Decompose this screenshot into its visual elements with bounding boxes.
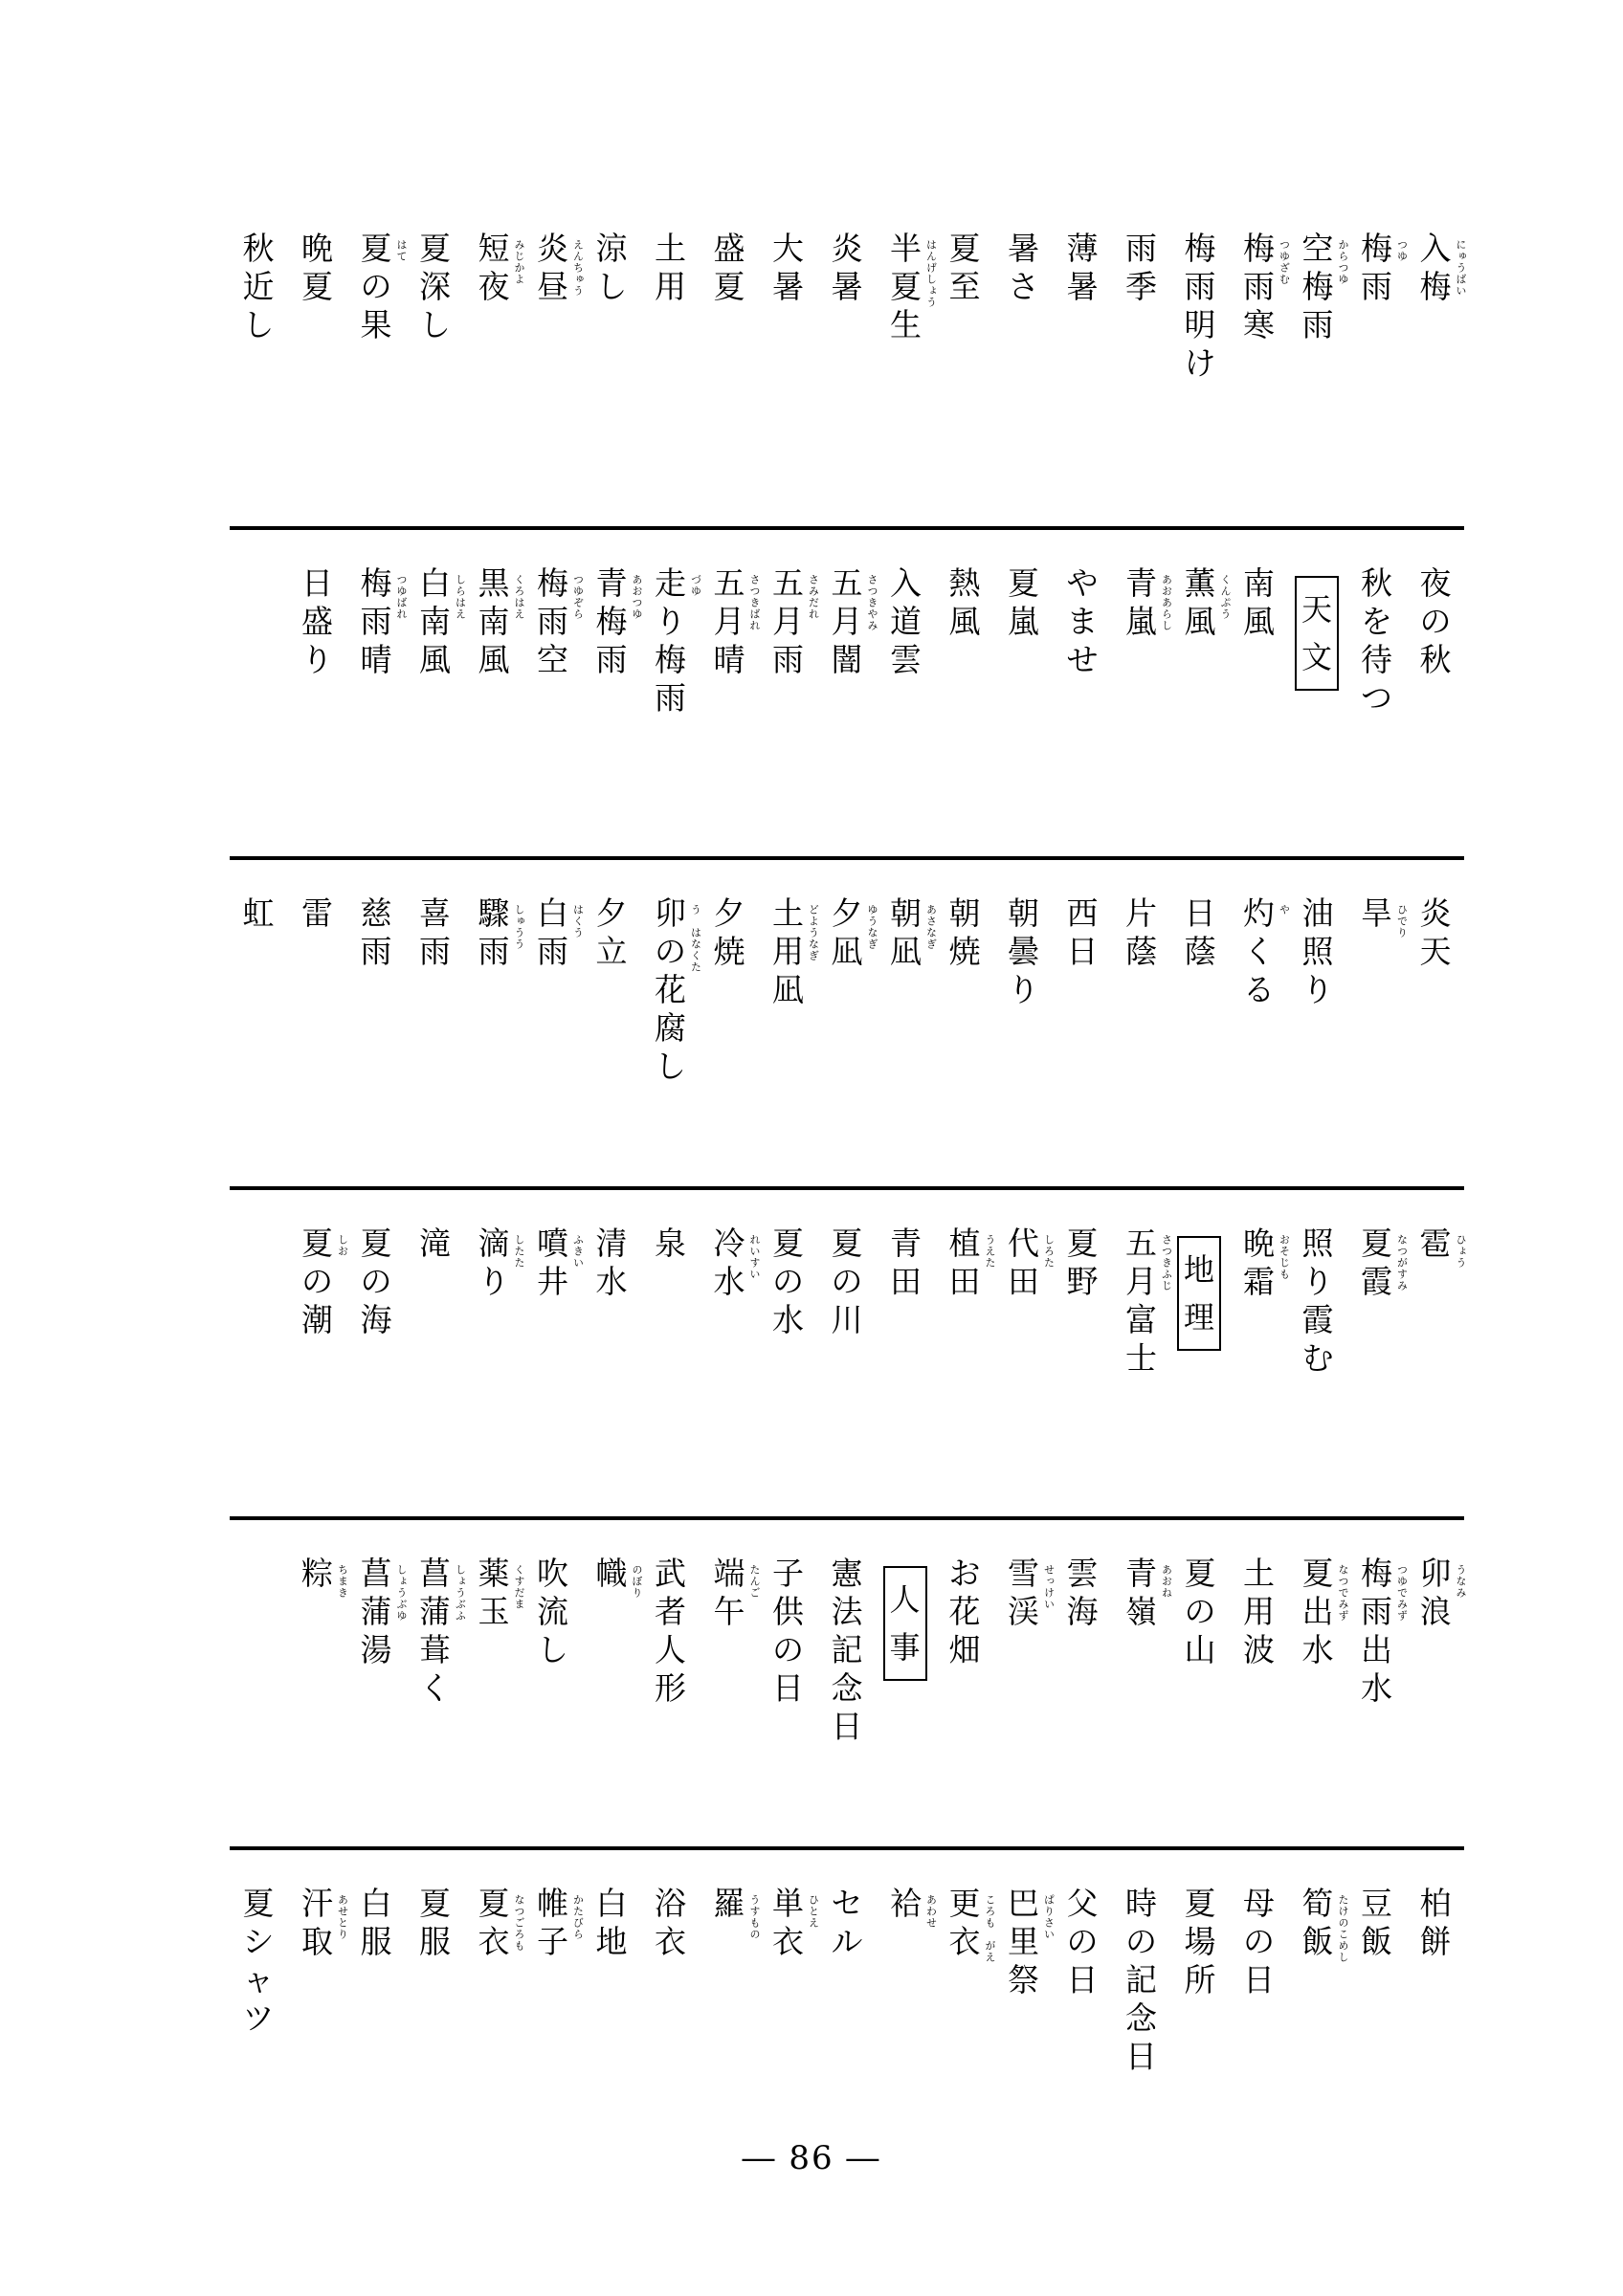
season-word: 薬 玉 くすだま [478,1555,525,1630]
furigana: なつがすみ [1395,1234,1409,1292]
season-word: 夏 衣 なつごろも [478,1885,525,1960]
section-heading: 天 文 [1295,576,1339,691]
furigana: あわせ [924,1894,938,1929]
furigana: ちまき [336,1564,349,1599]
season-word: 夜 の 秋 [1419,564,1452,678]
season-word: 泉 [655,1225,686,1262]
season-word: 夏 出 水 なつでみず [1301,1555,1349,1668]
season-word: 夏 の 果 はて [360,230,408,343]
season-word: 子 供 の 日 [772,1555,804,1707]
section-divider [230,526,1464,530]
season-word: 武 者 人 形 [655,1555,686,1707]
season-word: 更 衣 ころも がえ [948,1885,996,1963]
season-word: 母 の 日 [1243,1885,1275,1998]
season-word: 雲 海 [1066,1555,1099,1630]
furigana: しろた [1042,1234,1056,1269]
season-word: 白 雨 はくう [537,894,585,970]
furigana: したた [513,1234,525,1269]
season-word: 植 田 うえた [948,1225,996,1300]
furigana: あおね [1160,1564,1173,1599]
furigana: うなみ [1455,1564,1467,1599]
season-word: 柏 餅 [1419,1885,1452,1960]
furigana: さつきばれ [748,574,761,631]
furigana: かたびら [571,1894,585,1940]
season-word: 梅 雨 空 つゆぞら [537,564,585,678]
season-word: 熱 風 [948,564,981,640]
season-word: 入 梅 にゅうばい [1419,230,1467,305]
season-word: 土 用 [655,230,686,305]
page-number: ― 86 ― [742,2139,881,2177]
term-band [230,1555,1467,1842]
season-word: 菖 蒲 湯 しょうぶゆ [360,1555,408,1668]
season-word: 端 午 たんご [713,1555,761,1630]
season-word: 夕 焼 [713,894,745,970]
season-word: 五 月 雨 さみだれ [772,564,820,678]
season-word: 袷 あわせ [890,1885,938,1929]
season-word: 秋 近 し [242,230,275,343]
furigana: くんぷう [1219,574,1232,620]
season-word: 吹 流 し [537,1555,568,1668]
season-word: 幟 のぼり [595,1555,643,1599]
season-word: 大 暑 [772,230,804,305]
season-word: 涼 し [595,230,628,305]
season-word: 夏 嵐 [1008,564,1039,640]
season-word: 慈 雨 [360,894,392,970]
season-word: 梅 雨 出 水 つゆでみず [1361,1555,1409,1707]
furigana: さみだれ [807,574,820,620]
furigana: しお [336,1234,349,1257]
season-word: 西 日 [1066,894,1099,970]
furigana: はくう [571,904,585,938]
furigana: あおあらし [1160,574,1173,631]
season-word: 白 南 風 しらはえ [419,564,467,678]
section-divider [230,1846,1464,1850]
season-word: 夏 の 川 [831,1225,863,1338]
furigana: みじかよ [513,239,525,285]
season-word: 浴 衣 [655,1885,686,1960]
furigana: はんげしょう [924,239,938,308]
furigana: しらはえ [454,574,467,620]
furigana: つゆぞら [571,574,585,620]
season-word: 夏 の 山 [1184,1555,1216,1668]
season-word: 走 り 梅 雨 づゆ [655,564,702,717]
season-word: 灼 く る や [1243,894,1291,1008]
furigana: れいすい [748,1234,761,1280]
season-word: 夏 場 所 [1184,1885,1216,1998]
season-word: 雷 [301,894,333,932]
term-band [230,564,1464,851]
season-word: 盛 夏 [713,230,745,305]
season-word: 五 月 富 士 さつきふじ [1125,1225,1173,1377]
season-word: 憲 法 記 念 日 [831,1555,863,1745]
season-word: 半 夏 生 はんげしょう [890,230,938,343]
furigana: ふきい [571,1234,585,1269]
furigana: くろはえ [513,574,525,620]
furigana: つゆばれ [395,574,408,620]
season-word: 青 梅 雨 あおつゆ [595,564,643,678]
season-word: 白 服 [360,1885,392,1960]
season-word: 汗 取 あせとり [301,1885,349,1960]
season-word: 空 梅 雨 からつゆ [1301,230,1349,343]
furigana: ゆうなぎ [866,904,878,950]
season-word: 驟 雨 しゅうう [478,894,525,970]
furigana: うすもの [748,1894,761,1940]
season-word: 日 蔭 [1184,894,1216,970]
furigana: あさなぎ [924,904,938,950]
season-word: 菖 蒲 葺 く しょうぶふ [419,1555,467,1707]
season-word: 夏 深 し [419,230,451,343]
season-word: 梅 雨 寒 つゆざむ [1243,230,1291,343]
section-heading: 人 事 [883,1566,927,1681]
season-word: 時 の 記 念 日 [1125,1885,1157,2075]
furigana: ひょう [1455,1234,1467,1269]
furigana: うえた [984,1234,996,1269]
season-word: 夏 霞 なつがすみ [1361,1225,1409,1300]
furigana: にゅうばい [1455,239,1467,297]
section-divider [230,1516,1464,1520]
season-word: 噴 井 ふきい [537,1225,585,1300]
season-word: 五 月 晴 さつきばれ [713,564,761,678]
furigana: あおつゆ [631,574,643,620]
furigana: えんちゅう [571,239,585,297]
season-word: 夏 の 水 [772,1225,804,1338]
season-word: 卯 の 花 腐 し う はなくた [655,894,702,1085]
season-word: 単 衣 ひとえ [772,1885,820,1960]
furigana: づゆ [689,574,702,597]
term-band [230,1225,1467,1512]
furigana: のぼり [631,1564,643,1599]
season-word: 梅 雨 晴 つゆばれ [360,564,408,678]
season-word: お 花 畑 [948,1555,981,1668]
season-word: 雹 ひょう [1419,1225,1467,1269]
season-word: 清 水 [595,1225,628,1300]
season-word: 雪 渓 せっけい [1008,1555,1056,1630]
furigana: くすだま [513,1564,525,1610]
season-word: 卯 浪 うなみ [1419,1555,1467,1630]
season-word: 青 嵐 あおあらし [1125,564,1173,640]
furigana: つゆざむ [1278,239,1291,285]
furigana: つゆでみず [1395,1564,1409,1622]
season-word: 夏 至 [948,230,981,305]
furigana: しょうぶゆ [395,1564,408,1622]
furigana: なつでみず [1337,1564,1349,1622]
furigana: はて [395,239,408,262]
furigana: たんご [748,1564,761,1599]
season-word: 暑 さ [1008,230,1039,305]
season-word: 炎 暑 [831,230,863,305]
season-word: 土 用 凪 どようなぎ [772,894,820,1008]
furigana: ひとえ [807,1894,820,1929]
furigana: たけのこめし [1337,1894,1349,1963]
section-heading: 地 理 [1177,1236,1221,1351]
season-word: 白 地 [595,1885,628,1960]
season-word: 薫 風 くんぷう [1184,564,1232,640]
season-word: 青 田 [890,1225,922,1300]
season-word: 代 田 しろた [1008,1225,1056,1300]
season-word: 短 夜 みじかよ [478,230,525,305]
section-divider [230,856,1464,860]
season-word: 虹 [242,894,275,932]
season-word: や ま せ [1066,564,1099,678]
season-word: 夏 服 [419,1885,451,1960]
furigana: おそじも [1278,1234,1291,1280]
term-band [230,1885,1464,2172]
furigana: しょうぶふ [454,1564,467,1622]
furigana: さつきふじ [1160,1234,1173,1292]
furigana: どようなぎ [807,904,820,961]
furigana: なつごろも [513,1894,525,1952]
season-word: 朝 焼 [948,894,981,970]
season-word: 入 道 雲 [890,564,922,678]
furigana: や [1278,904,1291,916]
season-word: 秋 を 待 つ [1361,564,1392,717]
season-word: 薄 暑 [1066,230,1099,305]
furigana: からつゆ [1337,239,1349,285]
season-word: 炎 天 [1419,894,1452,970]
term-band [230,894,1464,1181]
furigana: しゅうう [513,904,525,950]
season-word: 晩 霜 おそじも [1243,1225,1291,1300]
season-word: 朝 曇 り [1008,894,1039,1008]
season-word: 滝 [419,1225,451,1262]
furigana: つゆ [1395,239,1409,262]
season-word: 旱 ひでり [1361,894,1409,938]
season-word: 喜 雨 [419,894,451,970]
season-word: 滴 り したた [478,1225,525,1300]
season-word: 日 盛 り [301,564,333,678]
season-word: 炎 昼 えんちゅう [537,230,585,305]
furigana: ひでり [1395,904,1409,938]
furigana: せっけい [1042,1564,1056,1610]
season-word: 帷 子 かたびら [537,1885,585,1960]
season-word: 青 嶺 あおね [1125,1555,1173,1630]
season-word: 油 照 り [1301,894,1334,1008]
season-word: 夏 シ ャ ツ [242,1885,275,2037]
season-word: 夏 の 潮 しお [301,1225,349,1338]
season-word: 父 の 日 [1066,1885,1099,1998]
season-word: 豆 飯 [1361,1885,1392,1960]
furigana: う はなくた [689,904,702,973]
season-word: 梅 雨 明 け [1184,230,1216,382]
furigana: ぱりさい [1042,1894,1056,1940]
season-word: 雨 季 [1125,230,1157,305]
season-word: 羅 うすもの [713,1885,761,1940]
season-word: 夕 立 [595,894,628,970]
season-word: 夏 の 海 [360,1225,392,1338]
section-divider [230,1186,1464,1190]
season-word: 片 蔭 [1125,894,1157,970]
term-band [230,230,1467,517]
season-word: 南 風 [1243,564,1275,640]
season-word: 夏 野 [1066,1225,1099,1300]
season-word: 晩 夏 [301,230,333,305]
season-word: 筍 飯 たけのこめし [1301,1885,1349,1963]
season-word: 土 用 波 [1243,1555,1275,1668]
season-word: 照 り 霞 む [1301,1225,1334,1377]
season-word: 粽 ちまき [301,1555,349,1599]
season-word: 黒 南 風 くろはえ [478,564,525,678]
furigana: さつきやみ [866,574,878,631]
season-word: 夕 凪 ゆうなぎ [831,894,878,970]
furigana: あせとり [336,1894,349,1940]
season-word: 巴 里 祭 ぱりさい [1008,1885,1056,1998]
furigana: ころも がえ [984,1894,996,1963]
season-word: 五 月 闇 さつきやみ [831,564,878,678]
season-word: 梅 雨 つゆ [1361,230,1409,305]
season-word: 朝 凪 あさなぎ [890,894,938,970]
season-word: 冷 水 れいすい [713,1225,761,1300]
season-word: セ ル [831,1885,863,1960]
